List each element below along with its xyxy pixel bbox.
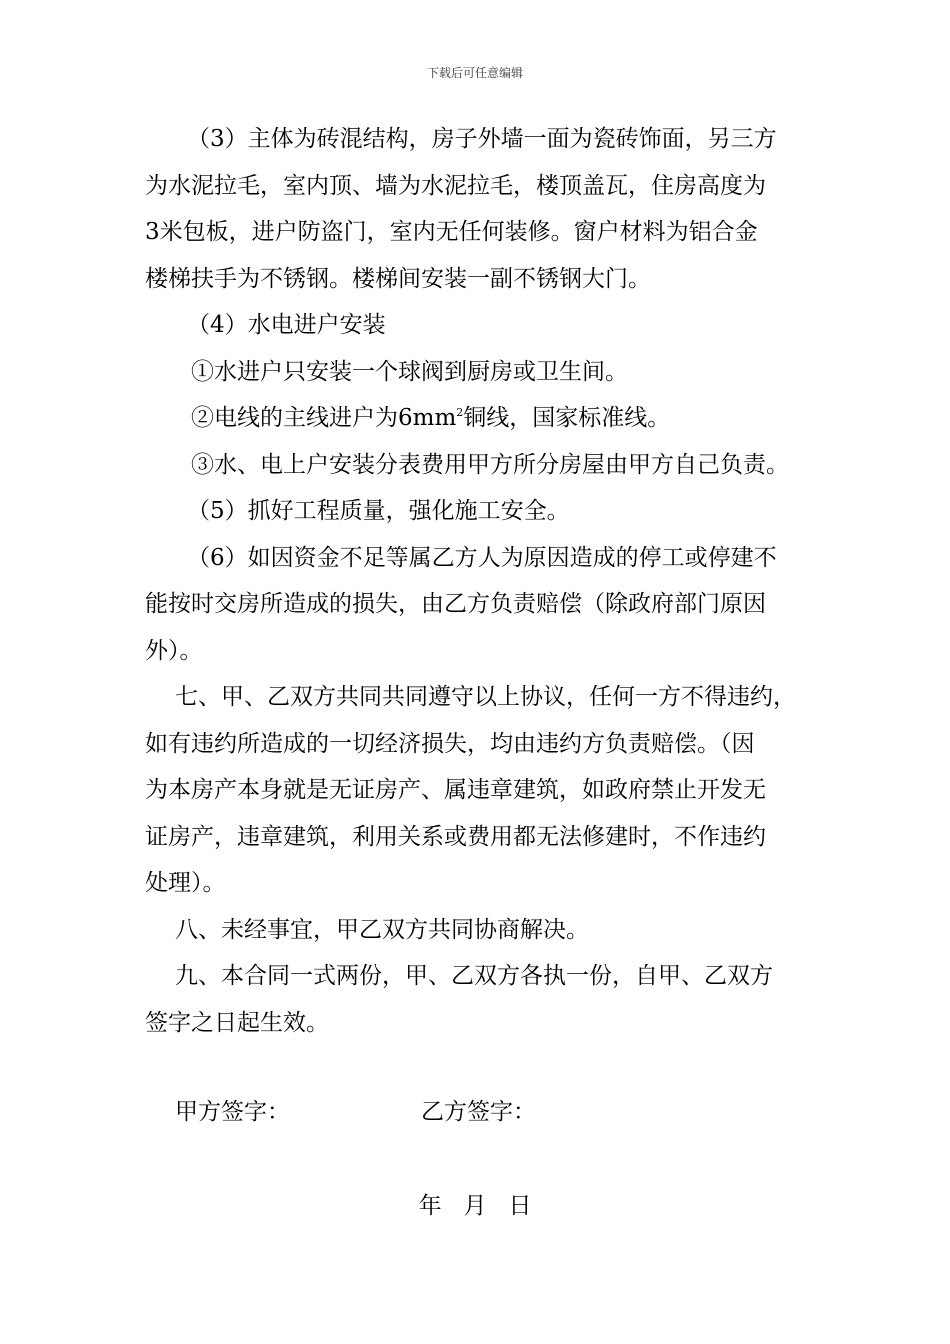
date-year-label: 年	[418, 1193, 442, 1219]
clause-4-item-2-text-end: 铜线，国家标准线。	[463, 405, 671, 431]
clause-4-title: （4）水电进户安装	[187, 312, 386, 338]
clause-5: （5）抓好工程质量，强化施工安全。	[187, 498, 570, 524]
page-header: 下载后可任意编辑	[426, 66, 523, 80]
section-8: 八、未经事宜，甲乙双方共同协商解决。	[175, 916, 589, 943]
clause-4-item-3: ③水、电上户安装分表费用甲方所分房屋由甲方自己负责。	[191, 451, 789, 478]
clause-3-line-3: 3米包板，进户防盗门，室内无任何装修。窗户材料为铝合金	[145, 219, 758, 245]
clause-4-item-2-text: ②电线的主线进户为6mm	[191, 405, 457, 431]
party-a-signature-label: 甲方签字：	[175, 1099, 290, 1125]
date-month-label: 月	[463, 1193, 487, 1219]
clause-4-item-2	[145, 395, 815, 442]
section-9-line-2: 签字之日起生效。	[145, 1009, 329, 1036]
section-7-line-4: 证房产，违章建筑，利用关系或费用都无法修建时，不作违约	[145, 823, 766, 850]
section-9-line-1: 九、本合同一式两份，甲、乙双方各执一份，自甲、乙双方	[175, 963, 773, 989]
clause-4-item-1: ①水进户只安装一个球阀到厨房或卫生间。	[191, 358, 628, 385]
date-line	[0, 1186, 950, 1226]
clause-6-line-2: 能按时交房所造成的损失，由乙方负责赔偿（除政府部门原因	[145, 591, 766, 617]
section-7-line-1: 七、甲、乙双方共同共同遵守以上协议，任何一方不得违约，	[175, 684, 796, 710]
contract-body	[145, 116, 815, 1046]
section-7-line-3: 为本房产本身就是无证房产、属违章建筑，如政府禁止开发无	[145, 777, 766, 803]
clause-3-line-1: （3）主体为砖混结构，房子外墙一面为瓷砖饰面，另三方	[187, 126, 777, 152]
clause-3-line-4: 楼梯扶手为不锈钢。楼梯间安装一副不锈钢大门。	[145, 265, 651, 292]
superscript-two: 2	[456, 406, 464, 419]
section-7-line-2: 如有违约所造成的一切经济损失，均由违约方负责赔偿。（因	[145, 730, 755, 757]
party-b-signature-label: 乙方签字：	[421, 1099, 536, 1125]
clause-3-line-2: 为水泥拉毛，室内顶、墙为水泥拉毛，楼顶盖瓦，住房高度为	[145, 172, 766, 199]
date-day-label: 日	[508, 1193, 532, 1219]
section-7-line-5: 处理）。	[145, 870, 226, 896]
clause-6-line-1: （6）如因资金不足等属乙方人为原因造成的停工或停建不	[187, 544, 777, 571]
clause-6-line-3: 外）。	[145, 637, 203, 664]
signature-row	[145, 1092, 815, 1132]
